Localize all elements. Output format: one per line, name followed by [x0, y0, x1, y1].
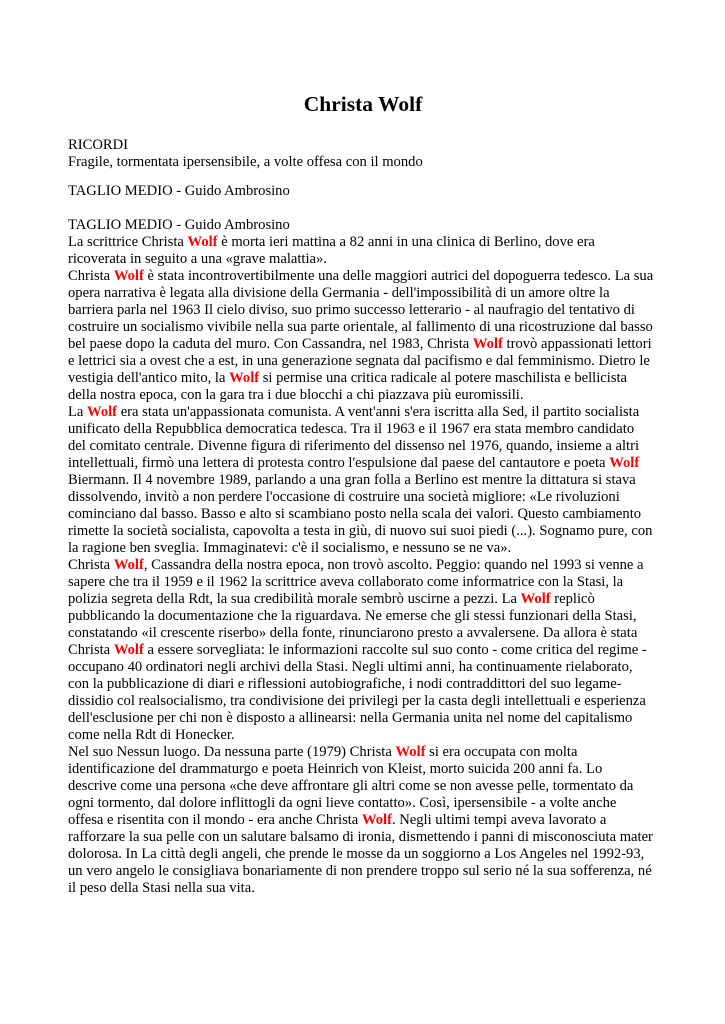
byline: TAGLIO MEDIO - Guido Ambrosino: [68, 217, 290, 233]
body-line: [68, 710, 668, 727]
body-line: [68, 574, 668, 591]
article: [68, 217, 668, 897]
body-text: offesa e risentita con il mondo - era anche Christa: [68, 812, 362, 828]
body-line: [68, 659, 668, 676]
body-text: bel paese dopo la caduta del muro. Con Cassandra, nel 1983, Christa: [68, 336, 473, 352]
body-line: [68, 880, 668, 897]
body-text: sapere che tra il 1959 e il 1962 la scrittrice aveva collaborato come informatrice con la Stasi, la: [68, 574, 624, 590]
body-text: era stata un'appassionata comunista. A vent'anni s'era iscritta alla Sed, il partito socialista: [117, 404, 640, 420]
highlighted-name: Wolf: [395, 744, 426, 760]
body-line: [68, 370, 668, 387]
body-text: è morta ieri mattina a 82 anni in una clinica di Berlino, dove era: [217, 234, 595, 250]
body-text: La scrittrice Christa: [68, 234, 188, 250]
body-line: [68, 438, 668, 455]
section-name: RICORDI: [68, 137, 128, 153]
body-line: [68, 608, 668, 625]
body-text: . Negli ultimi tempi aveva lavorato a: [391, 812, 607, 828]
body-line: [68, 268, 668, 285]
body-line: [68, 727, 668, 744]
highlighted-name: Wolf: [187, 234, 218, 250]
byline: TAGLIO MEDIO - Guido Ambrosino: [68, 183, 290, 199]
body-text: è stata incontrovertibilmente una delle maggiori autrici del dopoguerra tedesco. La sua: [143, 268, 654, 284]
body-line: [68, 353, 668, 370]
body-line: [68, 421, 668, 438]
body-line: [68, 676, 668, 693]
body-text: si permise una critica radicale al potere maschilista e bellicista: [259, 370, 628, 386]
body-text: Christa: [68, 557, 114, 573]
highlighted-name: Wolf: [87, 404, 118, 420]
body-text: La: [68, 404, 88, 420]
body-text: occupano 40 ordinatori negli archivi della Stasi. Negli ultimi anni, ha continuamente rielaborato,: [68, 659, 633, 675]
body-text: dissidio col realsocialismo, tra condivisione dei privilegi per la casta degli intellettuali e esperienza: [68, 693, 646, 709]
body-text: Christa: [68, 642, 114, 658]
body-text: con la pubblicazione di diari e riflessioni autobiografiche, i nodi contraddittori del suo legame-: [68, 676, 622, 692]
body-text: dell'esclusione per chi non è disposto a allinearsi: nella Germania unita nel nome del capitalismo: [68, 710, 633, 726]
body-line: [68, 795, 668, 812]
body-line: [68, 506, 668, 523]
byline-top: [68, 183, 668, 200]
body-line: [68, 285, 668, 302]
body-text: si era occupata con molta: [425, 744, 578, 760]
body-text: pubblicando la documentazione che la riguardava. Ne emerse che gli stessi funzionari della Stasi,: [68, 608, 637, 624]
body-text: intellettuali, firmò una lettera di protesta contro l'espulsione dal paese del cantautore e poeta: [68, 455, 610, 471]
body-line: [68, 744, 668, 761]
body-text: Biermann. Il 4 novembre 1989, parlando a una gran folla a Berlino est mentre la dittatura si stava: [68, 472, 636, 488]
body-text: replicò: [550, 591, 595, 607]
body-text: costruire un socialismo vivibile nella sua parte orientale, al fallimento di una ricostruzione dal basso: [68, 319, 653, 335]
body-text: constatando «il crescente riserbo» della fonte, rinunciarono presto a avvalersene. Da allora è stata: [68, 625, 638, 641]
body-text: polizia segreta della Rdt, la sua credibilità morale sembrò uscirne a pezzi. La: [68, 591, 521, 607]
highlighted-name: Wolf: [229, 370, 260, 386]
body-text: del comitato centrale. Divenne figura di riferimento del dissenso nel 1976, quando, insieme a altri: [68, 438, 640, 454]
body-line: [68, 251, 668, 268]
highlighted-name: Wolf: [113, 642, 144, 658]
body-text: e lettrici sia a ovest che a est, in una generazione segnata dal pacifismo e dal femminismo. Dietro le: [68, 353, 650, 369]
body-text: descrive come una persona «che deve affrontare gli altri come se non avesse pelle, tormentato da: [68, 778, 634, 794]
body-line: [68, 234, 668, 251]
highlighted-name: Wolf: [113, 268, 144, 284]
section-label: [68, 137, 668, 171]
body-line: [68, 591, 668, 608]
body-text: Christa: [68, 268, 114, 284]
body-line: [68, 642, 668, 659]
body-text: cominciano dal basso. Basso e alto si scambiano posto nella scala dei valori. Questo cambiamento: [68, 506, 642, 522]
article-body: [68, 234, 668, 897]
highlighted-name: Wolf: [520, 591, 551, 607]
body-text: come nella Rdt di Honecker.: [68, 727, 235, 743]
body-text: ogni tormento, dal dolore inflittogli da ogni lieve contatto». Così, ipersensibile - a volte anche: [68, 795, 617, 811]
body-text: unificato della Repubblica democratica tedesca. Tra il 1963 e il 1967 era stata membro candidato: [68, 421, 635, 437]
body-text: opera narrativa è legata alla divisione della Germania - dell'impossibilità di un amore oltre la: [68, 285, 610, 301]
body-text: un vero angelo le consigliava bonariamente di non prendere troppo sul serio né la sua sofferenza, né: [68, 863, 652, 879]
body-line: [68, 540, 668, 557]
body-line: [68, 557, 668, 574]
body-text: ricoverata in seguito a una «grave malattia».: [68, 251, 327, 267]
article-subtitle: Fragile, tormentata ipersensibile, a volte offesa con il mondo: [68, 154, 423, 170]
body-line: [68, 404, 668, 421]
body-line: [68, 489, 668, 506]
highlighted-name: Wolf: [113, 557, 144, 573]
body-text: il peso della Stasi nella sua vita.: [68, 880, 255, 896]
page-title: Christa Wolf: [303, 92, 423, 116]
body-text: Nel suo Nessun luogo. Da nessuna parte (1979) Christa: [68, 744, 396, 760]
body-text: trovò appassionati lettori: [502, 336, 652, 352]
body-line: [68, 472, 668, 489]
body-text: identificazione del drammaturgo e poeta Heinrich von Kleist, morto suicida 200 anni fa. Lo: [68, 761, 603, 777]
body-line: [68, 863, 668, 880]
highlighted-name: Wolf: [609, 455, 640, 471]
highlighted-name: Wolf: [472, 336, 503, 352]
body-text: , Cassandra della nostra epoca, non trovò ascolto. Peggio: quando nel 1993 si venne a: [143, 557, 644, 573]
body-line: [68, 761, 668, 778]
body-line: [68, 523, 668, 540]
body-line: [68, 387, 668, 404]
body-line: [68, 693, 668, 710]
body-line: [68, 336, 668, 353]
body-text: dissolvendo, invitò a non perdere l'occasione di costruire una società migliore: «Le rivoluzioni: [68, 489, 620, 505]
body-line: [68, 455, 668, 472]
body-text: della nostra epoca, con la gara tra i due blocchi a chi piazzava più euromissili.: [68, 387, 524, 403]
body-text: rimette la società socialista, capovolta a testa in giù, di nuovo sui suoi piedi (...). Sognamo pure, con: [68, 523, 653, 539]
body-line: [68, 625, 668, 642]
body-text: dolorosa. In La città degli angeli, che prende le mosse da un soggiorno a Los Angeles nel 1992-93,: [68, 846, 645, 862]
body-text: la ragione ben sveglia. Immaginatevi: c'è il socialismo, e nessuno se ne va».: [68, 540, 512, 556]
body-line: [68, 846, 668, 863]
body-line: [68, 812, 668, 829]
body-line: [68, 319, 668, 336]
body-text: rafforzare la sua pelle con un salutare balsamo di ironia, dismettendo i panni di misconosciuta mater: [68, 829, 653, 845]
highlighted-name: Wolf: [361, 812, 392, 828]
body-text: vestigia dell'antico mito, la: [68, 370, 230, 386]
body-line: [68, 302, 668, 319]
body-text: barriera parla nel 1963 Il cielo diviso, suo primo successo letterario - al naufragio del tentativo di: [68, 302, 635, 318]
body-line: [68, 829, 668, 846]
body-line: [68, 778, 668, 795]
body-text: a essere sorvegliata: le informazioni raccolte sul suo conto - come critica del regime -: [143, 642, 647, 658]
